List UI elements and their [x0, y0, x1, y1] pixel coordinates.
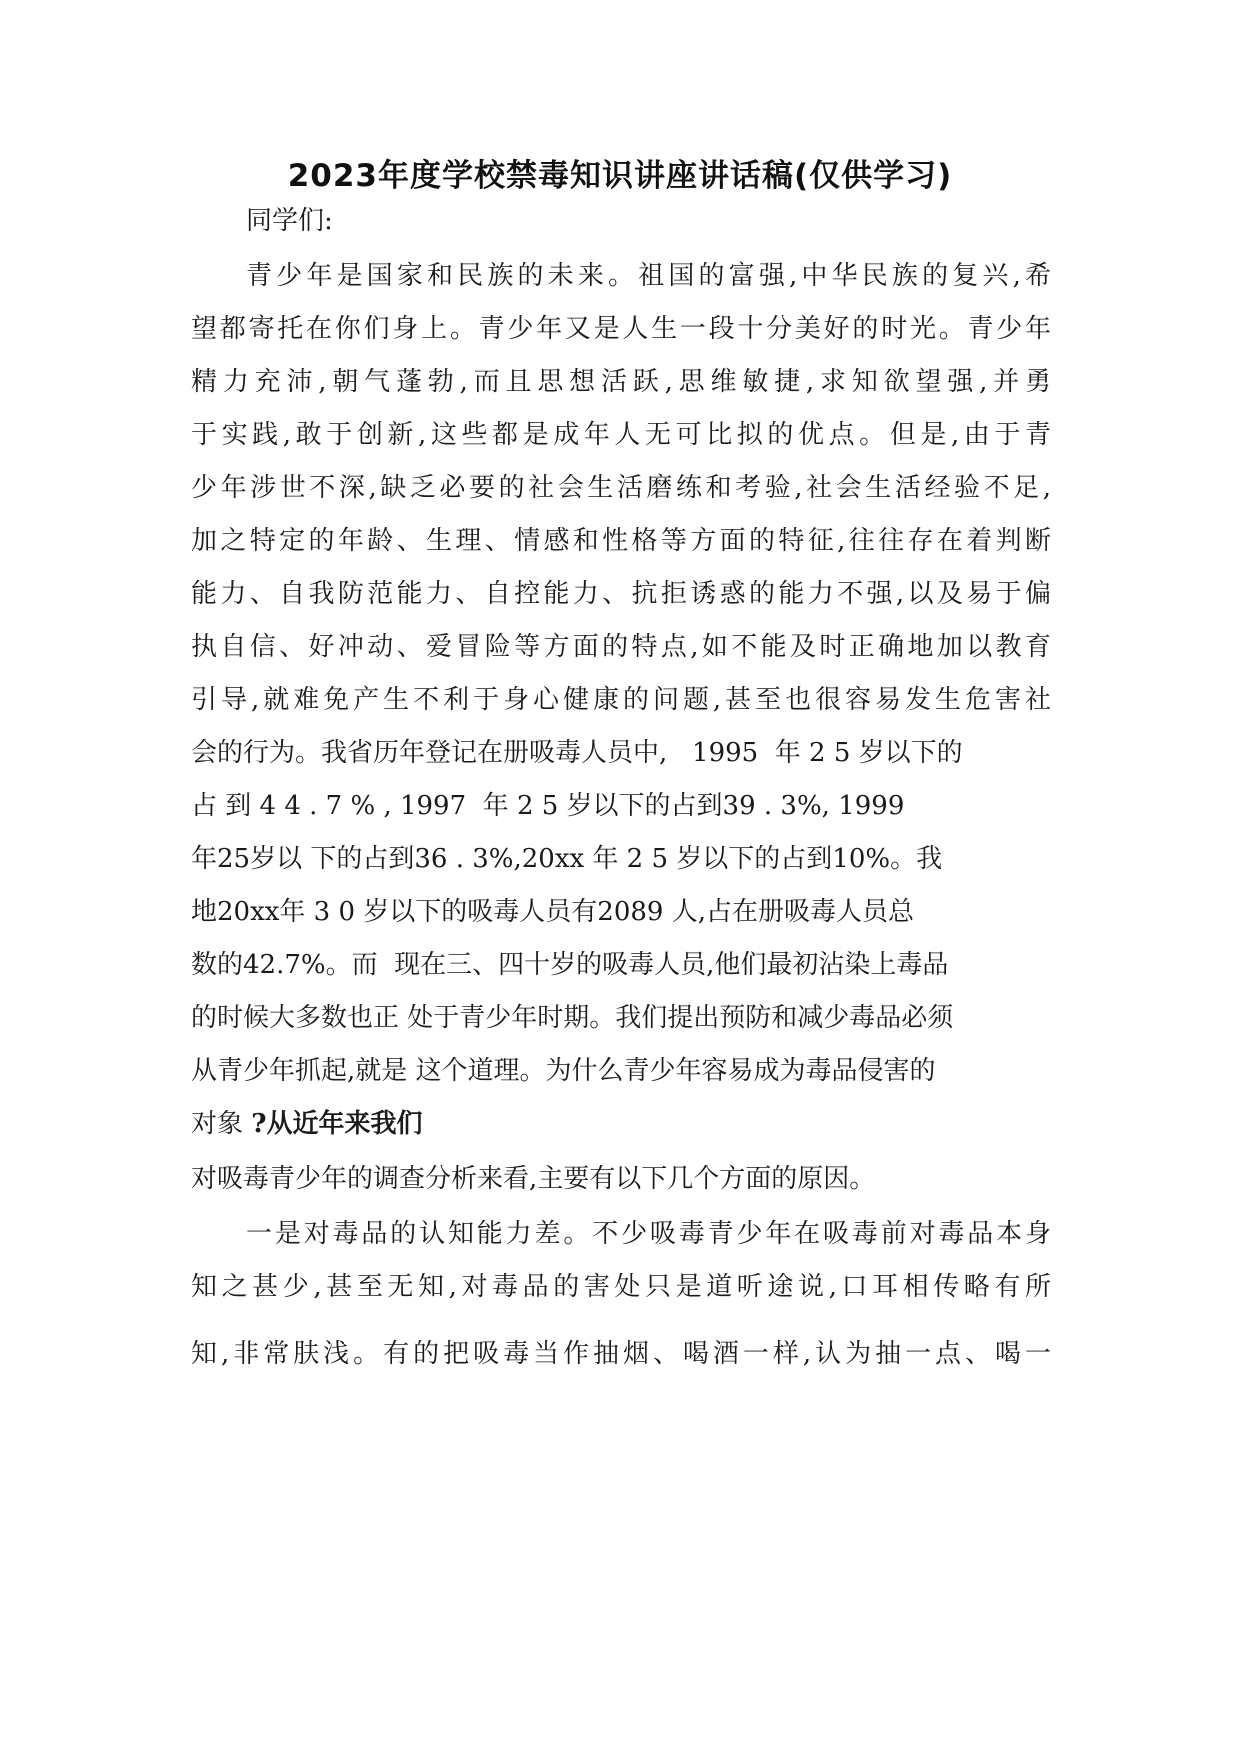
object-bold-text: ?从近年来我们 [251, 1109, 423, 1139]
body-line: 望都寄托在你们身上。青少年又是人生一段十分美好的时光。青少年 [191, 314, 1051, 344]
body-line-survey: 对吸毒青少年的调查分析来看,主要有以下几个方面的原因。 [191, 1164, 876, 1194]
body-line: 加之特定的年龄、生理、情感和性格等方面的特征,往往存在着判断 [191, 526, 1051, 556]
body-line: 于实践,敢于创新,这些都是成年人无可比拟的优点。但是,由于青 [191, 420, 1051, 450]
body-line: 引导,就难免产生不利于身心健康的问题,甚至也很容易发生危害社 [191, 685, 1051, 715]
body-line: 占 到 4 4 . 7 % , 1997 年 2 5 岁以下的占到39 . 3%, 1999 [191, 791, 905, 821]
body-line: 精力充沛,朝气蓬勃,而且思想活跃,思维敏捷,求知欲望强,并勇 [191, 367, 1051, 397]
salutation: 同学们: [246, 206, 333, 236]
body-line: 能力、自我防范能力、自控能力、抗拒诱惑的能力不强,以及易于偏 [191, 579, 1051, 609]
para2-line: 一是对毒品的认知能力差。不少吸毒青少年在吸毒前对毒品本身 [246, 1219, 1051, 1249]
object-text: 对象 [191, 1109, 252, 1139]
body-line: 少年涉世不深,缺乏必要的社会生活磨练和考验,社会生活经验不足, [191, 473, 1051, 503]
body-line: 会的行为。我省历年登记在册吸毒人员中, 1995 年 2 5 岁以下的 [191, 738, 963, 768]
page-title: 2023年度学校禁毒知识讲座讲话稿(仅供学习) [287, 158, 953, 194]
body-line: 地20xx年 3 0 岁以下的吸毒人员有2089 人,占在册吸毒人员总 [191, 897, 914, 927]
body-line: 青少年是国家和民族的未来。祖国的富强,中华民族的复兴,希 [246, 261, 1051, 291]
body-line: 从青少年抓起,就是 这个道理。为什么青少年容易成为毒品侵害的 [191, 1056, 936, 1086]
body-line: 年25岁以 下的占到36 . 3%,20xx 年 2 5 岁以下的占到10%。我 [191, 844, 943, 874]
body-line: 执自信、好冲动、爱冒险等方面的特点,如不能及时正确地加以教育 [191, 632, 1051, 662]
body-line-object [191, 1106, 1051, 1142]
body-line: 的时候大多数也正 处于青少年时期。我们提出预防和减少毒品必须 [191, 1003, 954, 1033]
para2-line: 知,非常肤浅。有的把吸毒当作抽烟、喝酒一样,认为抽一点、喝一 [191, 1339, 1051, 1369]
body-line: 数的42.7%。而 现在三、四十岁的吸毒人员,他们最初沾染上毒品 [191, 950, 949, 980]
para2-line: 知之甚少,甚至无知,对毒品的害处只是道听途说,口耳相传略有所 [191, 1272, 1051, 1302]
